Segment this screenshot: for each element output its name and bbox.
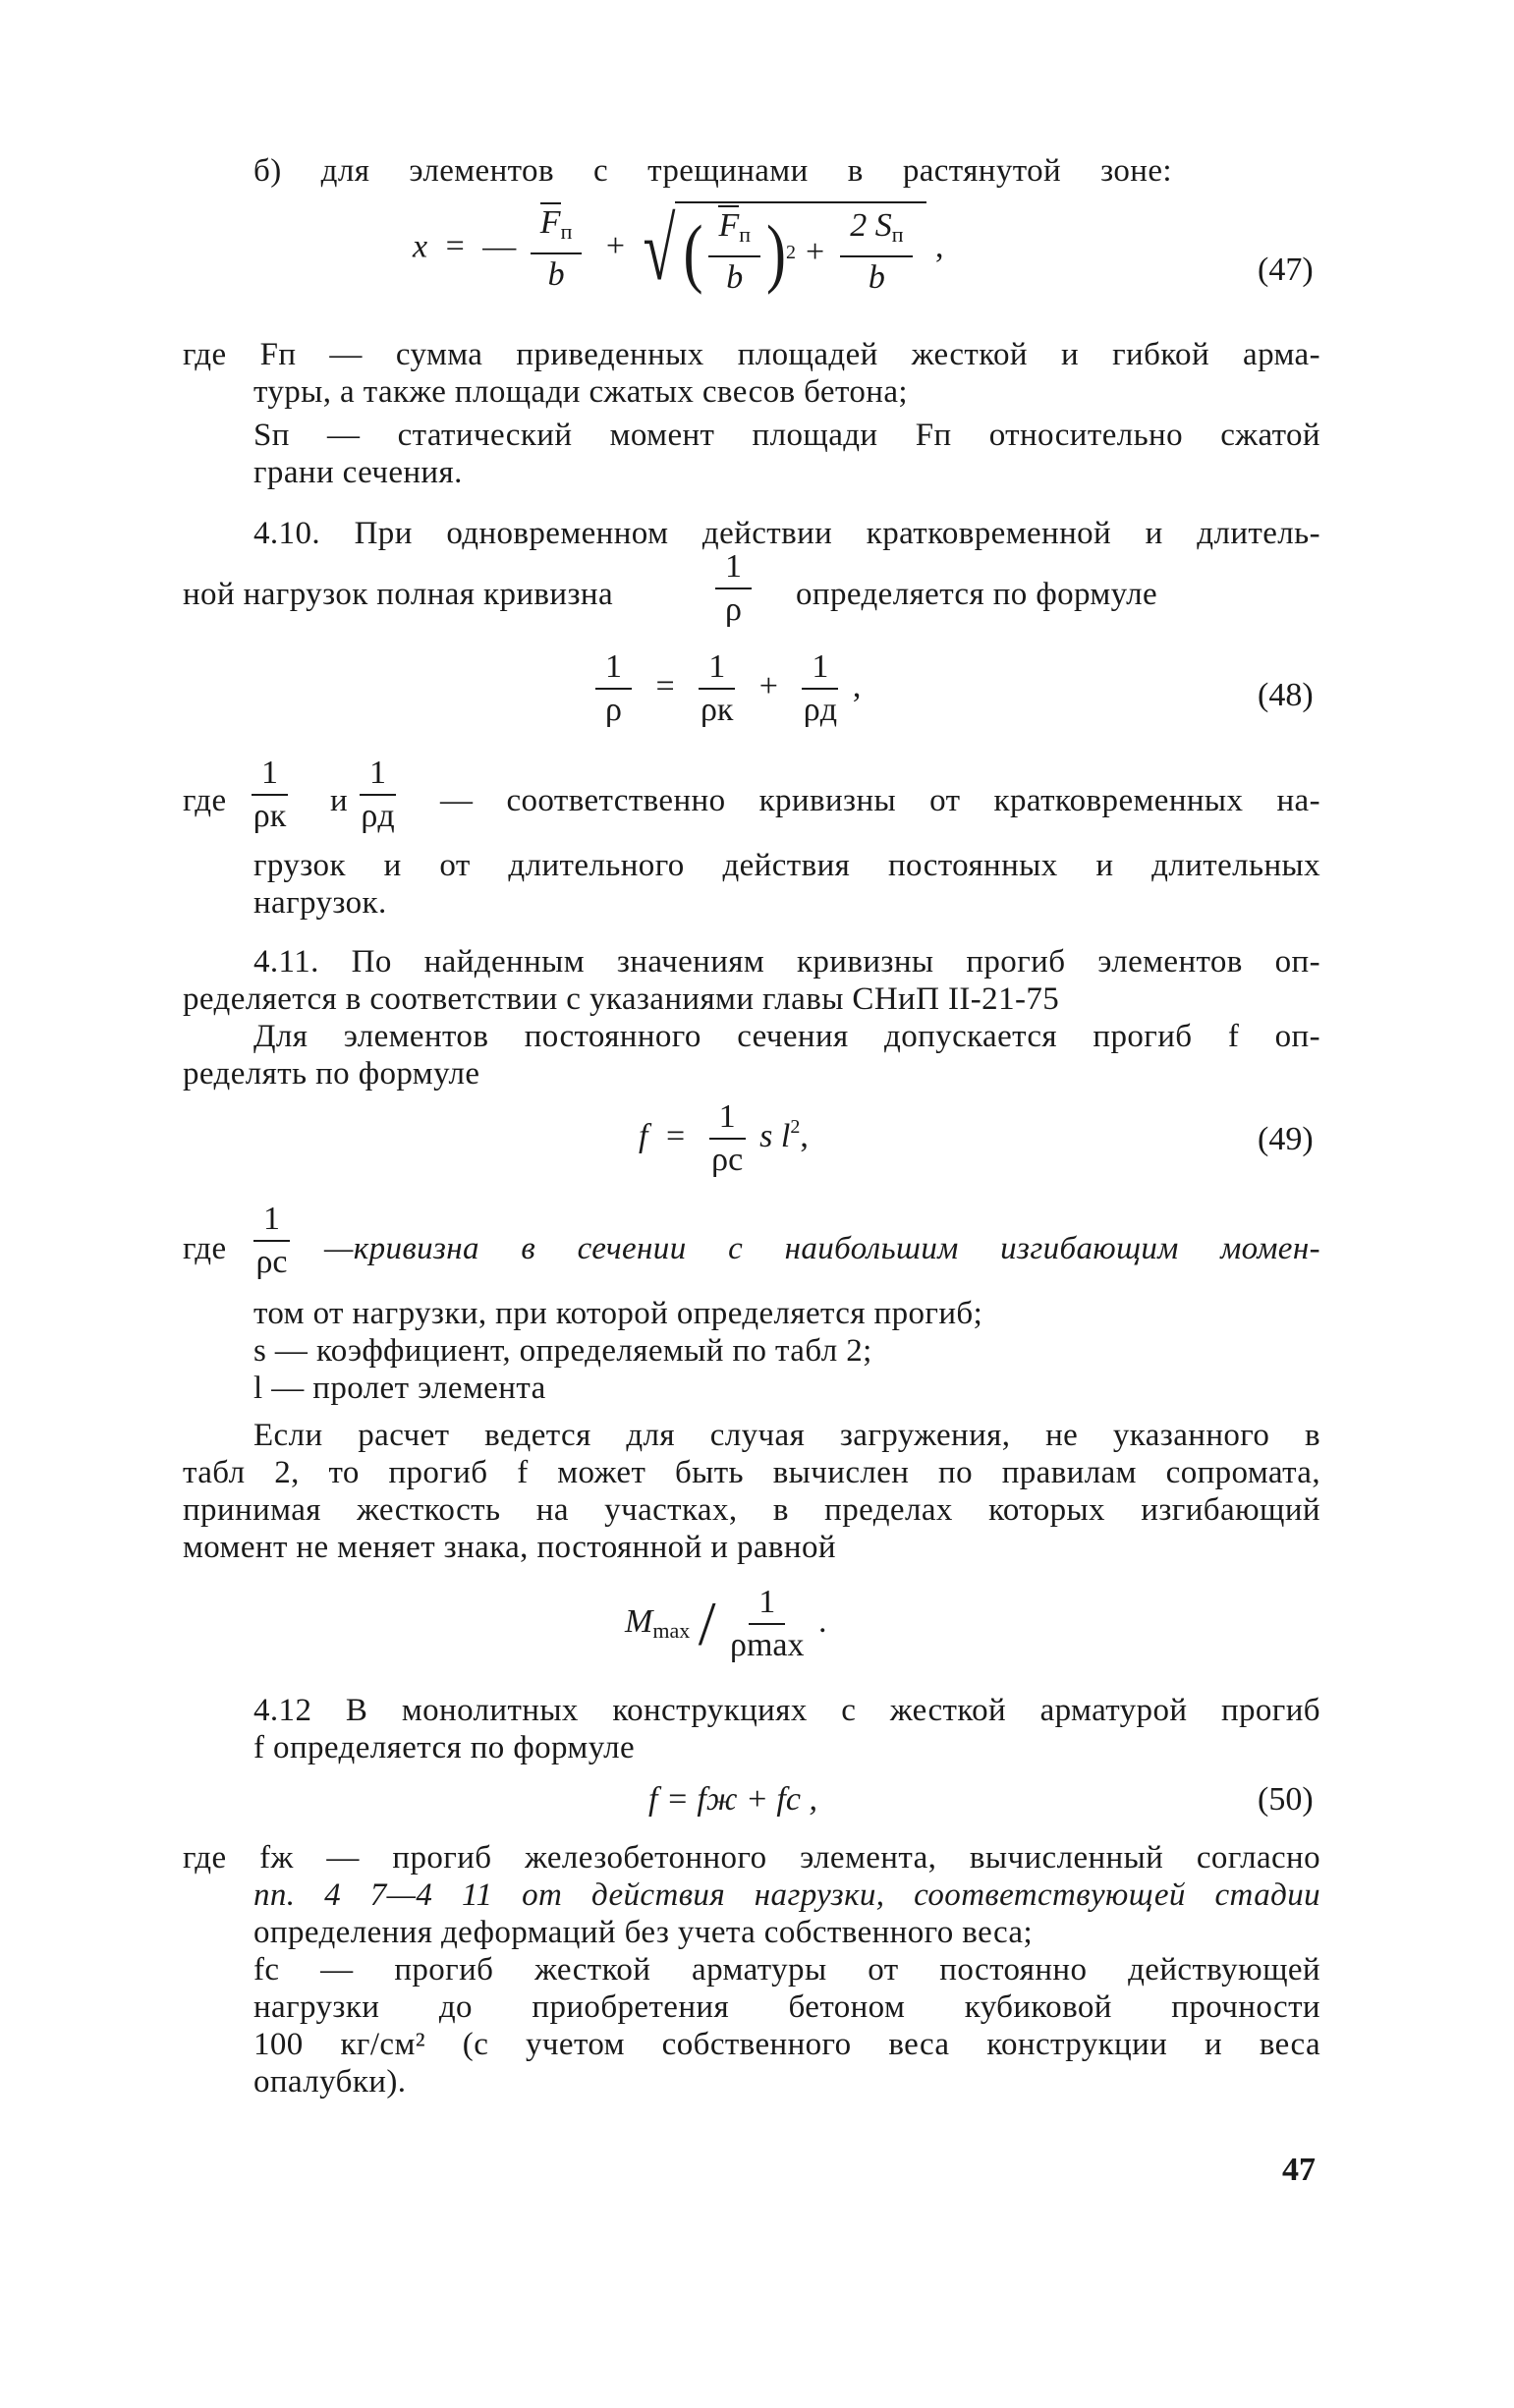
where48-line3: нагрузок.	[253, 885, 387, 921]
eq47-f2-sub: п	[739, 222, 752, 247]
where50-line6: 100 кг/см² (с учетом собственного веса конструкции и веса	[253, 2027, 1320, 2062]
eq48-rho: ρ	[605, 692, 622, 728]
p411-line3: Для элементов постоянного сечения допускается прогиб f оп-	[253, 1019, 1320, 1054]
eq47-number: (47)	[1258, 252, 1314, 288]
mmax-rho-max: ρmax	[730, 1627, 805, 1663]
eq47-comma: ,	[934, 228, 944, 265]
where47-line3: Sп — статический момент площади Fп относительно сжатой	[253, 418, 1320, 453]
equation-47	[413, 201, 943, 297]
where50-line1: где fж — прогиб железобетонного элемента, вычисленный согласно	[183, 1840, 1320, 1876]
eq48-one-a: 1	[595, 648, 632, 690]
eq48-plus: +	[758, 667, 778, 704]
where48-frac-k	[246, 755, 294, 835]
eq47-f1-sub: п	[560, 219, 573, 244]
where50-line3: определения деформаций без учета собственного веса;	[253, 1915, 1034, 1950]
p-esli-line4: момент не меняет знака, постоянной и равной	[183, 1530, 836, 1565]
eq49-number: (49)	[1258, 1121, 1314, 1157]
eq49-comma: ,	[800, 1117, 809, 1154]
mmax-one: 1	[749, 1584, 785, 1625]
eq50-number: (50)	[1258, 1781, 1314, 1818]
p411-line4: ределять по формуле	[183, 1056, 480, 1092]
eq47-f1: F	[539, 204, 561, 241]
where49-rest: —кривизна в сечении с наибольшим изгибающим момен-	[324, 1231, 1320, 1266]
where49-one: 1	[253, 1201, 290, 1242]
equation-50: f = fж + fс ,	[648, 1781, 817, 1818]
equation-48	[589, 648, 861, 729]
eq47-b3: b	[868, 259, 885, 296]
eq47-frac3	[840, 207, 913, 297]
where48-one-d: 1	[360, 755, 396, 796]
page-number: 47	[1282, 2152, 1316, 2188]
eq47-equals: =	[445, 228, 465, 265]
where48-rest: — соответственно кривизны от кратковременных на-	[440, 783, 1320, 818]
where47-line1: где Fп — сумма приведенных площадей жесткой и гибкой арма-	[183, 337, 1320, 372]
where50-line4: fс — прогиб жесткой арматуры от постоянно действующей	[253, 1952, 1320, 1988]
where48-frac-d	[354, 755, 402, 835]
eq47-plus2: +	[806, 233, 825, 270]
eq48-rho-k: ρк	[700, 692, 734, 728]
p410-line2b: определяется по формуле	[796, 577, 1158, 612]
eq49-square: 2	[790, 1115, 801, 1138]
p410-line2a: ной нагрузок полная кривизна	[183, 577, 614, 612]
eq49-rho-c: ρс	[711, 1142, 744, 1178]
eq47-sqrt: √ ( $\frac{F_п}{b}$ ) 2 + $\frac{2 S_п}{b}$	[644, 201, 927, 297]
eq48-comma: ,	[852, 667, 862, 704]
p-esli-line3: принимая жесткость на участках, в пределах которых изгибающий	[183, 1492, 1320, 1528]
mmax-sub: max	[652, 1617, 691, 1643]
p410-line1: 4.10. При одновременном действии кратковременной и длитель-	[253, 516, 1320, 551]
eq47-plus1: +	[605, 228, 626, 265]
eq47-s-sub: п	[891, 222, 904, 247]
intro-b: б) для элементов с трещинами в растянутой зоне:	[253, 153, 1172, 189]
eq48-equals: =	[655, 667, 675, 704]
where49-line4: l — пролет элемента	[253, 1371, 546, 1406]
eq47-2s: 2 S	[850, 207, 892, 244]
eq47-frac1	[531, 204, 583, 294]
where48-rho-d: ρд	[361, 798, 395, 834]
eq47-lhs: x	[413, 228, 428, 265]
eq48-rho-d: ρд	[803, 692, 837, 728]
where47-line4: грани сечения.	[253, 455, 463, 490]
eq47-b2: b	[726, 259, 744, 296]
where49-rho-c: ρс	[255, 1244, 288, 1280]
where49-gde: где	[183, 1231, 227, 1266]
equation-49	[639, 1098, 809, 1179]
where48-gde: где	[183, 783, 227, 818]
where50-line5: нагрузки до приобретения бетоном кубиковой прочности	[253, 1989, 1320, 2025]
where49-line2: том от нагрузки, при которой определяется прогиб;	[253, 1296, 983, 1331]
eq48-number: (48)	[1258, 677, 1314, 713]
where48-one-k: 1	[252, 755, 288, 796]
eq47-f2: F	[718, 207, 740, 244]
where48-rho-k: ρк	[252, 798, 287, 834]
where48-and: и	[330, 783, 349, 818]
rho-inline-frac	[709, 548, 757, 629]
equation-mmax	[625, 1584, 827, 1664]
eq47-square: 2	[786, 241, 796, 263]
p412-line1: 4.12 В монолитных конструкциях с жесткой арматурой прогиб	[253, 1693, 1320, 1728]
eq48-one-c: 1	[802, 648, 838, 690]
eq47-b1: b	[547, 256, 565, 293]
eq49-one: 1	[709, 1098, 746, 1140]
p411-line2: ределяется в соответствии с указаниями главы СНиП II-21-75	[183, 981, 1060, 1017]
mmax-dot: .	[818, 1602, 827, 1640]
eq49-f: f	[639, 1117, 648, 1154]
eq47-minus: —	[482, 228, 517, 265]
where49-line3: s — коэффициент, определяемый по табл 2;	[253, 1333, 872, 1369]
p411-line1: 4.11. По найденным значениям кривизны прогиб элементов оп-	[253, 944, 1320, 980]
eq47-frac2	[708, 207, 760, 297]
eq48-one-b: 1	[699, 648, 735, 690]
p-esli-line1: Если расчет ведется для случая загружения, не указанного в	[253, 1418, 1320, 1453]
where48-line2: грузок и от длительного действия постоянных и длительных	[253, 848, 1320, 883]
where50-line2: пп. 4 7—4 11 от действия нагрузки, соответствующей стадии	[253, 1877, 1320, 1913]
p412-line2: f определяется по формуле	[253, 1730, 636, 1765]
eq49-sl: s l	[759, 1117, 791, 1154]
rho-inline-num: 1	[715, 548, 752, 589]
p-esli-line2: табл 2, то прогиб f может быть вычислен по правилам сопромата,	[183, 1455, 1320, 1490]
mmax-slash: /	[698, 1589, 716, 1658]
mmax-m: M	[625, 1602, 653, 1640]
where49-frac	[248, 1201, 296, 1281]
eq49-equals: =	[665, 1117, 686, 1154]
where47-line2: туры, а также площади сжатых свесов бетона;	[253, 374, 908, 410]
rho-inline-den: ρ	[725, 591, 742, 628]
where50-line7: опалубки).	[253, 2064, 407, 2100]
